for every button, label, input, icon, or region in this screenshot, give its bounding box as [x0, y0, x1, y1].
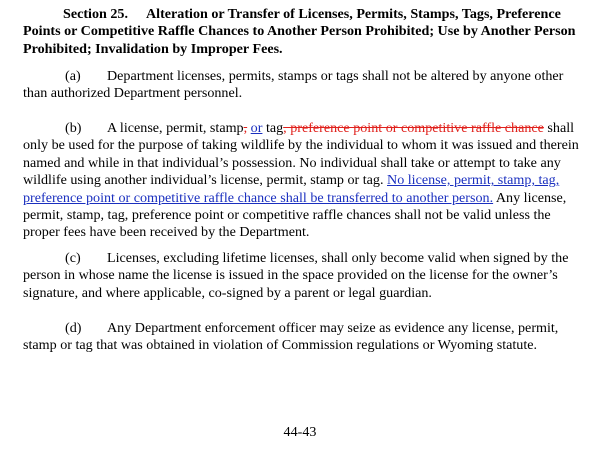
paragraph-b-text-1: A license, permit, stamp [107, 120, 244, 136]
paragraph-b-text-4: shall only be used for the purpose of taking wildlife by the individual to whom it was issued and therein named and while in that individual’s possession. No individual shall take or attempt to take any wildlife using another individual’s license, permit, stamp or tag. [23, 120, 579, 189]
paragraph-b-text-3: tag [262, 120, 284, 136]
paragraph-d-letter: (d) [65, 320, 82, 336]
inserted-sentence: No license, permit, stamp, tag, preference point or competitive raffle chance shall be transferred to another person. [23, 172, 560, 206]
paragraph-a-text: Department licenses, permits, stamps or tags shall not be altered by anyone other than authorized Department personnel. [23, 68, 564, 102]
section-title: Alteration or Transfer of Licenses, Permits, Stamps, Tags, Preference Points or Competitive Raffle Chances to Another Person Prohibited; Use by Another Person Prohibited; Invalidation by Improper Fees. [23, 6, 576, 57]
paragraph-c [23, 250, 583, 302]
deleted-phrase: , preference point or competitive raffle chance [283, 120, 544, 136]
paragraph-b-letter: (b) [65, 120, 82, 136]
paragraph-a [23, 68, 583, 103]
section-heading [23, 6, 583, 58]
paragraph-b [23, 120, 583, 242]
paragraph-d-text: Any Department enforcement officer may seize as evidence any license, permit, stamp or tag that was obtained in violation of Commission regulations or Wyoming statute. [23, 320, 559, 354]
deleted-comma: , [243, 120, 248, 136]
paragraph-c-text: Licenses, excluding lifetime licenses, shall only become valid when signed by the person in whose name the license is issued in the space provided on the license for the owner’s signature, and where applicable, co-signed by a parent or legal guardian. [23, 250, 569, 301]
paragraph-d [23, 320, 583, 355]
inserted-or: or [250, 120, 263, 136]
paragraph-c-letter: (c) [65, 250, 81, 266]
section-number: Section 25. [63, 6, 128, 22]
paragraph-a-letter: (a) [65, 68, 81, 84]
page-number: 44-43 [283, 424, 317, 440]
paragraph-b-text-5: Any license, permit, stamp, tag, preference point or competitive raffle chances shall not be valid unless the proper fees have been received by the Department. [23, 189, 567, 241]
